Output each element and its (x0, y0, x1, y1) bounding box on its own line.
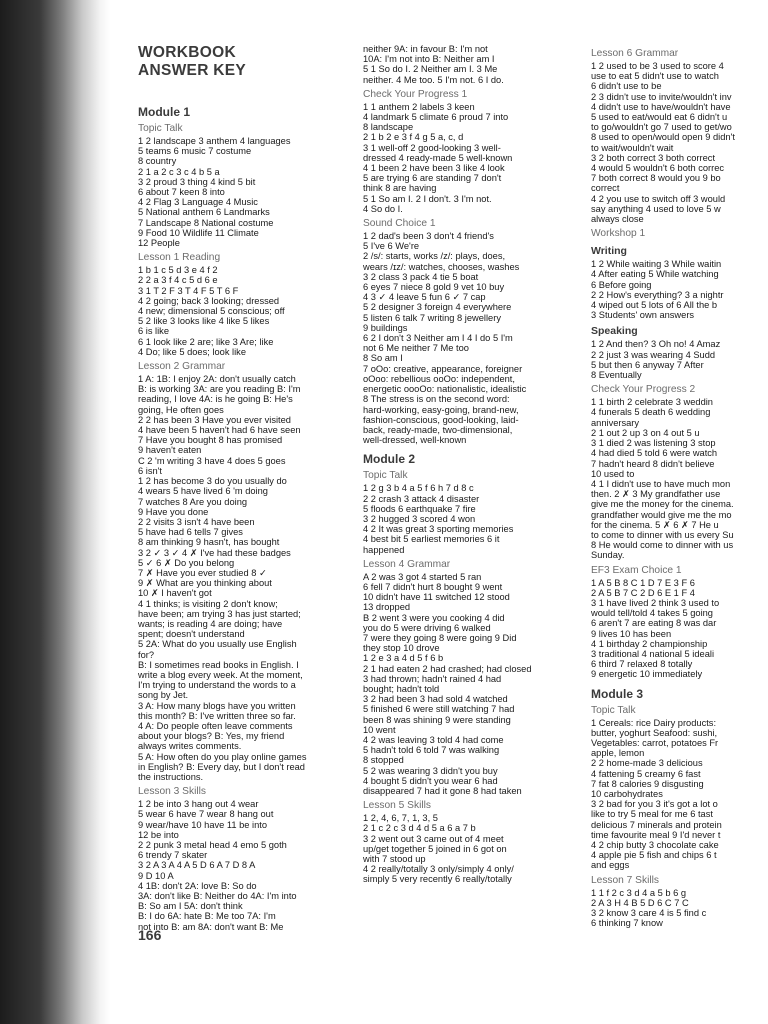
answer-line: 3 2 ✓ 3 ✓ 4 ✗ I've had these badges (138, 547, 291, 558)
answer-line: 7 Have you bought 8 has promised (138, 435, 283, 446)
answer-line: 9 buildings (363, 322, 408, 333)
answer-line: 1 2 used to be 3 used to score 4 (591, 61, 724, 71)
answer-line: say anything 4 used to love 5 w (591, 203, 721, 214)
answer-line: 1 2, 4, 6, 7, 1, 3, 5 (363, 813, 438, 824)
answer-line: anniversary (591, 417, 640, 428)
answer-line: 8 am thinking 9 hasn't, has bought (138, 537, 280, 548)
answer-line: you do 5 were driving 6 walked (363, 622, 491, 633)
answer-line: 2 1 a 2 c 3 c 4 b 5 a (138, 166, 220, 177)
answer-line: 5 floods 6 earthquake 7 fire (363, 503, 476, 514)
answer-line: 2 2 How's everything? 3 a nightr (591, 289, 724, 300)
answer-line: 5 but then 6 anyway 7 After (591, 359, 704, 370)
answer-line: 6 about 7 keen 8 into (138, 187, 225, 198)
answer-line: correct (591, 183, 620, 194)
answer-line: 10 went (363, 724, 396, 735)
answer-line: 8 He would come to dinner with us (591, 540, 734, 551)
answer-line: 6 Before going (591, 279, 652, 290)
answer-line: back, ready-made, two-dimensional, (363, 424, 513, 435)
module-heading: Module 1 (138, 105, 191, 119)
answer-line: energetic oooOo: nationalistic, idealistic (363, 384, 527, 395)
answer-line: grandfather would give me the mo (591, 509, 732, 520)
answer-line: 3 2 class 3 pack 4 tie 5 boat (363, 271, 479, 282)
answer-line: 4 didn't use to have/wouldn't have (591, 101, 731, 112)
answer-line: 3 traditional 4 national 5 ideali (591, 648, 715, 659)
answer-line: not 6 Me neither 7 Me too (363, 343, 469, 354)
answer-line: 4 2 going; back 3 looking; dressed (138, 295, 280, 306)
answer-line: with 7 stood up (363, 854, 426, 865)
answer-line: 5 I've 6 We're (363, 241, 420, 252)
answer-line: 9 D 10 A (138, 870, 174, 881)
answer-line: 7 hadn't heard 8 didn't believe (591, 458, 715, 469)
answer-line: 3 2 bad for you 3 it's got a lot o (591, 799, 718, 810)
answer-line: 3 A: How many blogs have you written (138, 700, 296, 711)
answer-line: 6 thinking 7 know (591, 918, 663, 929)
answer-line: 4 Do; like 5 does; look like (138, 346, 247, 357)
answer-line: 2 2 visits 3 isn't 4 have been (138, 516, 255, 527)
answer-line: 6 eyes 7 niece 8 gold 9 vet 10 buy (363, 282, 505, 293)
answer-line: 8 country (138, 156, 177, 167)
answer-line: 2 1 out 2 up 3 on 4 out 5 u (591, 427, 700, 438)
answer-line: for? (138, 649, 155, 660)
subheading: Writing (591, 245, 627, 258)
section-heading: Check Your Progress 1 (363, 88, 468, 100)
module-heading: Module 3 (591, 686, 644, 701)
answer-line: think 8 are having (363, 183, 437, 194)
answer-line: 3 2 both correct 3 both correct (591, 152, 716, 163)
page-title (138, 44, 246, 80)
answer-line: 3 2 had been 3 had sold 4 watched (363, 694, 508, 705)
answer-line: 5 ✓ 6 ✗ Do you belong (138, 557, 235, 568)
answer-line: 6 aren't 7 are eating 8 was dar (591, 618, 717, 629)
answer-line: up/get together 5 joined in 6 got on (363, 843, 507, 854)
answer-line: 3 2 know 3 care 4 is 5 find c (591, 908, 707, 919)
section-heading: Workshop 1 (591, 228, 646, 240)
section-heading: EF3 Exam Choice 1 (591, 564, 682, 576)
section-heading: Lesson 5 Skills (363, 800, 431, 812)
answer-line: 4 2 really/totally 3 only/simply 4 only/ (363, 864, 514, 875)
answer-line: they stop 10 drove (363, 643, 440, 654)
answer-line: C 2 'm writing 3 have 4 does 5 goes (138, 455, 286, 466)
answer-line: 10A: I'm not into B: Neither am I (363, 54, 495, 65)
answer-line: 2 A 5 B 7 C 2 D 6 E 1 F 4 (591, 587, 695, 598)
answer-line: 3 1 well-off 2 good-looking 3 well- (363, 142, 501, 153)
answer-line: give me the money for the cinema. (591, 499, 734, 510)
answer-line: B 2 went 3 were you cooking 4 did (363, 612, 505, 623)
answer-line: Vegetables: carrot, potatoes Fr (591, 737, 719, 748)
answer-line: 10 used to (591, 468, 635, 479)
answer-line: 5 2 designer 3 foreign 4 everywhere (363, 302, 512, 313)
answer-line: 2 3 didn't use to invite/wouldn't inv (591, 91, 732, 102)
answer-line: then. 2 ✗ 3 My grandfather use (591, 489, 721, 500)
answer-line: 9 Have you done (138, 506, 209, 517)
answer-line: well-dressed, well-known (363, 435, 467, 446)
answer-line: to come to dinner with us every Su (591, 529, 734, 540)
page-number: 166 (138, 927, 162, 943)
answer-line: 4 A: Do people often leave comments (138, 720, 293, 731)
answer-line: this month? B: I've written three so far. (138, 710, 296, 721)
answer-line: 13 dropped (363, 602, 411, 613)
answer-line: been 8 was shining 9 were standing (363, 714, 511, 725)
answer-line: 4 have been 5 haven't had 6 have seen (138, 425, 301, 436)
answer-line: 10 didn't have 11 switched 12 stood (363, 592, 510, 603)
answer-line: 9 energetic 10 immediately (591, 669, 703, 680)
answer-line: going, He often goes (138, 404, 224, 415)
answer-line: in English? B: Every day, but I don't read (138, 761, 305, 772)
section-heading: Lesson 3 Skills (138, 786, 206, 798)
answer-line: oOoo: rebellious ooOo: independent, (363, 373, 515, 384)
answer-line: 4 would 5 wouldn't 6 both correc (591, 163, 725, 174)
answer-line: 7 fat 8 calories 9 disgusting (591, 778, 704, 789)
answer-line: 2 /s/: starts, works /z/: plays, does, (363, 251, 506, 262)
answer-line: 1 2 While waiting 3 While waitin (591, 259, 722, 270)
answer-line: 2 2 a 3 f 4 c 5 d 6 e (138, 275, 218, 286)
answer-line: 6 trendy 7 skater (138, 850, 208, 861)
answer-line: 4 2 chip butty 3 chocolate cake (591, 840, 719, 850)
answer-line: and eggs (591, 860, 630, 871)
answer-line: 8 used to open/would open 9 didn't (591, 132, 735, 143)
answer-column-3 (591, 44, 768, 928)
answer-line: 5 used to eat/would eat 6 didn't u (591, 112, 728, 123)
answer-line: 7 oOo: creative, appearance, foreigner (363, 363, 523, 374)
answer-line: fashion-conscious, good-looking, laid- (363, 414, 519, 425)
answer-line: 1 A 5 B 8 C 1 D 7 E 3 F 6 (591, 577, 695, 588)
answer-line: 5 2A: What do you usually use English (138, 639, 297, 650)
answer-line: write a blog every week. At the moment, (138, 669, 303, 680)
answer-line: 8 stopped (363, 755, 404, 766)
answer-line: 6 isn't (138, 465, 162, 476)
answer-line: 12 People (138, 238, 180, 249)
answer-line: butter, yoghurt Seafood: sushi, (591, 727, 718, 738)
section-heading: Check Your Progress 2 (591, 384, 696, 396)
answer-line: 4 1 birthday 2 championship (591, 638, 708, 649)
answer-line: delicious 7 minerals and protein (591, 819, 722, 830)
answer-line: 4 wears 5 have lived 6 'm doing (138, 486, 268, 497)
answer-line: 4 landmark 5 climate 6 proud 7 into (363, 112, 509, 123)
answer-line: 3 had thrown; hadn't rained 4 had (363, 673, 502, 684)
answer-line: 6 fell 7 didn't hurt 8 bought 9 went (363, 581, 503, 592)
answer-line: 8 The stress is on the second word: (363, 394, 510, 405)
answer-line: 2 2 crash 3 attack 4 disaster (363, 493, 480, 504)
answer-line: 1 2 g 3 b 4 a 5 f 6 h 7 d 8 c (363, 483, 474, 494)
answer-line: 5 hadn't told 6 told 7 was walking (363, 745, 500, 756)
section-heading: Lesson 2 Grammar (138, 361, 226, 373)
answer-line: 4 1 been 2 have been 3 like 4 look (363, 163, 505, 174)
module-heading: Module 2 (363, 452, 416, 467)
section-heading: Lesson 1 Reading (138, 252, 221, 264)
answer-line: 9 lives 10 has been (591, 628, 672, 639)
answer-line: B: So am I 5A: don't think (138, 901, 243, 912)
answer-line: wants; is reading 4 are doing; have (138, 618, 283, 629)
answer-line: 8 So am I (363, 353, 403, 364)
section-heading: Topic Talk (138, 123, 183, 134)
answer-line: 5 are trying 6 are standing 7 don't (363, 173, 502, 184)
answer-line: 7 were they going 8 were going 9 Did (363, 632, 517, 643)
answer-line: song by Jet. (138, 690, 189, 701)
answer-line: 4 new; dimensional 5 conscious; off (138, 306, 285, 317)
answer-line: 4 had died 5 told 6 were watch (591, 448, 718, 459)
answer-line: simply 5 very recently 6 really/totally (363, 874, 512, 885)
answer-line: 9 Food 10 Wildlife 11 Climate (138, 227, 259, 238)
answer-line: 1 1 f 2 c 3 d 4 a 5 b 6 g (591, 887, 687, 898)
answer-line: 3A: don't like B: Neither do 4A: I'm into (138, 891, 297, 902)
answer-line: Sunday. (591, 550, 625, 561)
answer-line: 3 2 went out 3 came out of 4 meet (363, 833, 504, 844)
answer-line: not into B: am 8A: don't want B: Me (138, 921, 284, 932)
answer-line: 10 ✗ I haven't got (138, 588, 212, 599)
answer-line: 3 2 A 3 A 4 A 5 D 6 A 7 D 8 A (138, 860, 256, 871)
answer-line: bought; hadn't told (363, 683, 440, 694)
answer-line: 5 finished 6 were still watching 7 had (363, 704, 515, 715)
answer-line: 2 2 punk 3 metal head 4 emo 5 goth (138, 840, 287, 850)
answer-line: 4 1 thinks; is visiting 2 don't know; (138, 598, 278, 609)
section-heading: Lesson 6 Grammar (591, 48, 679, 59)
answer-line: 4 2 It was great 3 sporting memories (363, 524, 514, 535)
answer-line: 4 fattening 5 creamy 6 fast (591, 768, 701, 779)
title-line: WORKBOOK (138, 44, 236, 61)
answer-line: 4 bought 5 didn't you wear 6 had (363, 775, 498, 786)
answer-line: 2 A 3 H 4 B 5 D 6 C 7 C (591, 897, 689, 908)
answer-line: 4 apple pie 5 fish and chips 6 t (591, 850, 717, 861)
answer-line: neither 9A: in favour B: I'm not (363, 44, 488, 54)
answer-line: 4 After eating 5 While watching (591, 269, 719, 280)
section-heading: Lesson 7 Skills (591, 874, 659, 886)
answer-line: 3 1 died 2 was listening 3 stop (591, 438, 716, 449)
answer-line: 4 2 was leaving 3 told 4 had come (363, 734, 504, 745)
answer-column-2 (363, 44, 588, 885)
answer-line: 4 wiped out 5 lots of 6 All the b (591, 300, 718, 311)
answer-line: 1 2 dad's been 3 don't 4 friend's (363, 231, 494, 242)
answer-line: 2 1 had eaten 2 had crashed; had closed (363, 663, 532, 674)
answer-line: 8 Eventually (591, 370, 642, 381)
answer-line: for the cinema. 5 ✗ 6 ✗ 7 He u (591, 519, 719, 530)
answer-line: always close (591, 214, 644, 225)
answer-line: 1 2 e 3 a 4 d 5 f 6 b (363, 653, 444, 664)
answer-line: 1 b 1 c 5 d 3 e 4 f 2 (138, 265, 218, 276)
answer-line: 4 1B: don't 2A: love B: So do (138, 880, 257, 891)
answer-line: 7 Landscape 8 National costume (138, 217, 274, 228)
answer-line: would tell/told 4 takes 5 going (591, 608, 713, 619)
answer-line: disappeared 7 had it gone 8 had taken (363, 786, 522, 796)
answer-line: the instructions. (138, 771, 204, 782)
answer-line: 1 2 And then? 3 Oh no! 4 Amaz (591, 339, 721, 350)
answer-line: 2 2 just 3 was wearing 4 Sudd (591, 349, 716, 360)
answer-line: wears /ɪz/: watches, chooses, washes (363, 261, 520, 272)
answer-line: 5 National anthem 6 Landmarks (138, 207, 270, 218)
subheading: Speaking (591, 325, 638, 338)
answer-line: B: I sometimes read books in English. I (138, 659, 299, 670)
answer-line: 1 A: 1B: I enjoy 2A: don't usually catch (138, 374, 296, 385)
answer-line: 5 have had 6 tells 7 gives (138, 527, 243, 538)
answer-line: 4 So do I. (363, 203, 403, 214)
answer-line: 2 1 c 2 c 3 d 4 d 5 a 6 a 7 b (363, 823, 476, 834)
answer-line: 9 haven't eaten (138, 445, 202, 456)
answer-line: 9 ✗ What are you thinking about (138, 578, 272, 589)
answer-line: A 2 was 3 got 4 started 5 ran (363, 571, 482, 582)
answer-line: spent; doesn't understand (138, 629, 245, 640)
answer-line: 7 watches 8 Are you doing (138, 496, 248, 507)
answer-line: 6 1 look like 2 are; like 3 Are; like (138, 336, 274, 347)
answer-column-1 (138, 98, 356, 932)
answer-line: use to eat 5 didn't use to watch (591, 71, 719, 82)
answer-line: 6 didn't use to be (591, 81, 662, 92)
answer-line: 3 Students' own answers (591, 310, 695, 321)
answer-line: 2 2 has been 3 Have you ever visited (138, 414, 291, 425)
answer-line: 5 1 So am I. 2 I don't. 3 I'm not. (363, 193, 492, 204)
answer-line: 3 1 T 2 F 3 T 4 F 5 T 6 F (138, 285, 239, 296)
answer-line: to wait/wouldn't wait (591, 142, 674, 153)
answer-line: always writes comments. (138, 741, 242, 752)
answer-line: 5 listen 6 talk 7 writing 8 jewellery (363, 312, 501, 323)
answer-line: reading, I love 4A: is he going B: He's (138, 394, 293, 405)
section-heading: Topic Talk (363, 470, 408, 482)
answer-line: 4 1 I didn't use to have much mon (591, 478, 731, 489)
answer-line: 2 1 b 2 e 3 f 4 g 5 a, c, d (363, 132, 464, 143)
answer-line: 1 Cereals: rice Dairy products: (591, 717, 717, 728)
answer-line: happened (363, 544, 405, 555)
answer-line: 4 best bit 5 earliest memories 6 it (363, 534, 500, 545)
section-heading: Lesson 4 Grammar (363, 558, 451, 570)
binding-shadow (0, 0, 110, 1024)
answer-line: dressed 4 ready-made 5 well-known (363, 152, 513, 163)
answer-line: apple, lemon (591, 748, 645, 759)
answer-line: 4 2 Flag 3 Language 4 Music (138, 197, 258, 208)
answer-line: 1 2 landscape 3 anthem 4 languages (138, 136, 291, 146)
answer-line: 6 2 I don't 3 Neither am I 4 I do 5 I'm (363, 333, 513, 344)
section-heading: Topic Talk (591, 704, 636, 716)
answer-line: 4 2 you use to switch off 3 would (591, 193, 726, 204)
answer-line: 5 teams 6 music 7 costume (138, 146, 252, 157)
answer-line: B: I do 6A: hate B: Me too 7A: I'm (138, 911, 276, 922)
answer-line: 5 A: How often do you play online games (138, 751, 307, 762)
answer-line: time favourite meal 9 I'd never t (591, 829, 721, 840)
answer-line: 12 be into (138, 829, 179, 840)
answer-line: like to try 5 meal for me 6 tast (591, 809, 713, 820)
answer-line: 3 2 hugged 3 scored 4 won (363, 513, 476, 524)
answer-line: about your blogs? B: Yes, my friend (138, 731, 285, 742)
answer-line: 5 1 So do I. 2 Neither am I. 3 Me (363, 64, 498, 75)
answer-line: 4 3 ✓ 4 leave 5 fun 6 ✓ 7 cap (363, 292, 486, 303)
answer-line: 7 ✗ Have you ever studied 8 ✓ (138, 567, 267, 578)
answer-line: neither. 4 Me too. 5 I'm not. 6 I do. (363, 74, 504, 85)
answer-line: to go/wouldn't go 7 used to get/wo (591, 122, 732, 133)
answer-line: 3 1 have lived 2 think 3 used to (591, 597, 720, 608)
answer-line: 9 wear/have 10 have 11 be into (138, 819, 268, 830)
answer-line: 5 2 like 3 looks like 4 like 5 likes (138, 316, 270, 327)
answer-line: 5 2 was wearing 3 didn't you buy (363, 765, 498, 776)
answer-line: 1 2 has become 3 do you usually do (138, 476, 287, 487)
answer-line: 6 is like (138, 326, 170, 337)
answer-line: I'm trying to understand the words to a (138, 680, 296, 691)
answer-line: 4 funerals 5 death 6 wedding (591, 407, 711, 418)
answer-line: 7 both correct 8 would you 9 bo (591, 173, 721, 184)
answer-line: 8 landscape (363, 122, 414, 133)
section-heading: Sound Choice 1 (363, 218, 436, 230)
answer-line: 1 1 birth 2 celebrate 3 weddin (591, 397, 713, 408)
answer-line: hard-working, easy-going, brand-new, (363, 404, 519, 415)
answer-line: 3 2 proud 3 thing 4 kind 5 bit (138, 176, 256, 187)
answer-line: 10 carbohydrates (591, 788, 663, 799)
answer-line: have been; am trying 3 has just started; (138, 608, 301, 619)
title-line: ANSWER KEY (138, 62, 247, 79)
answer-line: 1 1 anthem 2 labels 3 keen (363, 101, 475, 112)
answer-line: 6 third 7 relaxed 8 totally (591, 659, 693, 670)
answer-line: 1 2 be into 3 hang out 4 wear (138, 799, 259, 810)
answer-line: B: is working 3A: are you reading B: I'm (138, 384, 301, 395)
answer-line: 2 2 home-made 3 delicious (591, 758, 703, 769)
answer-line: 5 wear 6 have 7 wear 8 hang out (138, 809, 274, 820)
